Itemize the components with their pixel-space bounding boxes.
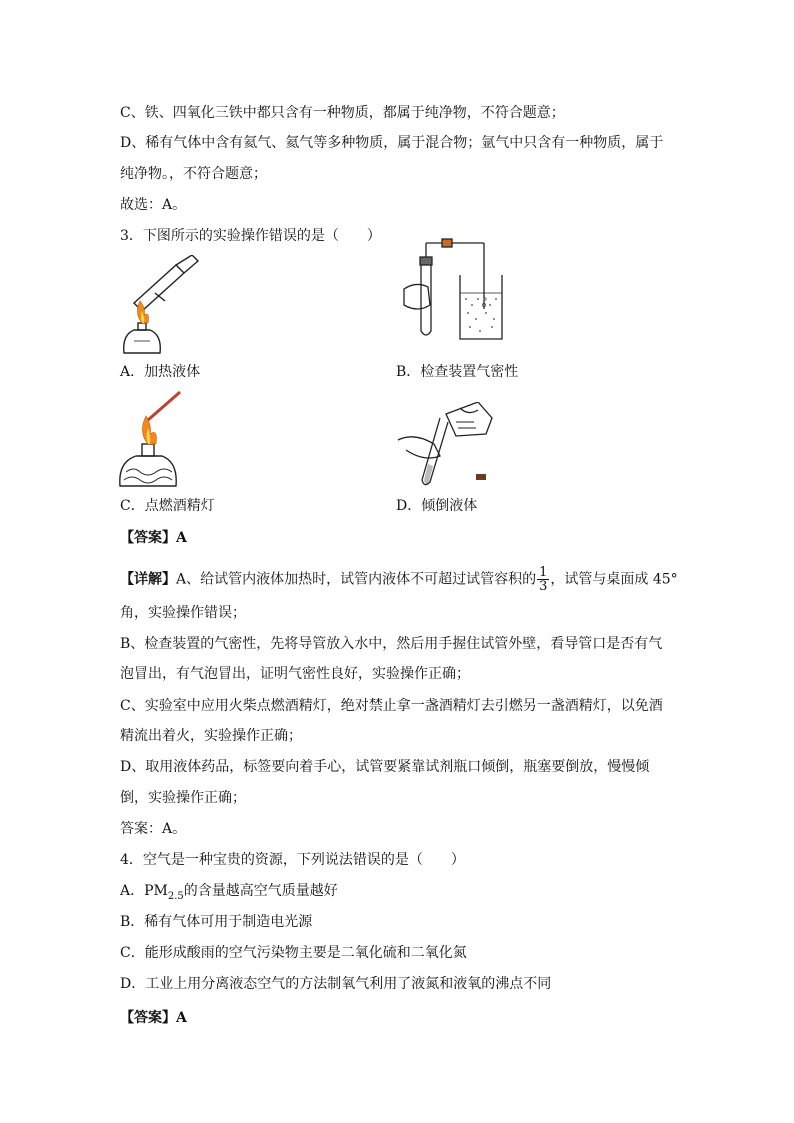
detail-a-part2: ，试管与桌面成 45° <box>550 571 678 588</box>
answer-3: 【答案】A <box>120 530 187 546</box>
question-4-option-b: B．稀有气体可用于制造电光源 <box>120 914 313 930</box>
detail-a-line1 <box>120 566 678 593</box>
detail-b-line2: 泡冒出，有气泡冒出，证明气密性良好，实验操作正确； <box>120 666 470 682</box>
detail-a-part1: A、给试管内液体加热时，试管内液体不可超过试管容积的 <box>176 571 537 588</box>
question-4-option-a <box>120 881 338 907</box>
question-4-stem: 4．空气是一种宝贵的资源，下列说法错误的是（ ） <box>120 852 465 868</box>
fraction-one-third <box>537 566 549 593</box>
detail-c-line2: 精流出着火，实验操作正确； <box>120 728 302 744</box>
question-4-option-d: D．工业上用分离液态空气的方法制氧气利用了液氮和液氧的沸点不同 <box>120 976 552 992</box>
conclusion-text: 故选：A。 <box>120 197 187 213</box>
detail-d-line1: D、取用液体药品，标签要向着手心，试管要紧靠试剂瓶口倾倒，瓶塞要倒放，慢慢倾 <box>120 759 650 775</box>
detail-b-line1: B、检查装置的气密性，先将导管放入水中，然后用手握住试管外壁，看导管口是否有气 <box>120 636 663 652</box>
option-a-sub: 2.5 <box>167 890 184 902</box>
fraction-numerator: 1 <box>539 565 548 580</box>
answer-4: 【答案】A <box>120 1010 187 1026</box>
option-c-text: C、铁、四氧化三铁中都只含有一种物质，都属于纯净物，不符合题意； <box>120 105 565 121</box>
detail-lead: 【详解】 <box>120 571 176 588</box>
caption-b: B．检查装置气密性 <box>396 364 519 380</box>
detail-conclusion: 答案：A。 <box>120 821 187 837</box>
detail-c-line1: C、实验室中应用火柴点燃酒精灯，绝对禁止拿一盏酒精灯去引燃另一盏酒精灯，以免酒 <box>120 698 663 714</box>
detail-d-line2: 倒，实验操作正确； <box>120 790 246 806</box>
detail-a-line2: 角，实验操作错误； <box>120 605 246 621</box>
question-4-option-c: C．能形成酸雨的空气污染物主要是二氧化硫和二氧化氮 <box>120 945 467 961</box>
heating-liquid-figure <box>120 255 200 355</box>
airtightness-check-figure <box>396 235 506 345</box>
option-a-pre: A．PM <box>120 883 168 899</box>
caption-c: C．点燃酒精灯 <box>120 498 215 514</box>
pouring-liquid-figure <box>396 402 496 490</box>
option-d-text-cont: 纯净物。，不符合题意； <box>120 166 267 182</box>
question-3-stem: 3．下图所示的实验操作错误的是（ ） <box>120 228 381 244</box>
lighting-lamp-figure <box>118 390 188 488</box>
option-a-post: 的含量越高空气质量越好 <box>183 883 338 899</box>
fraction-denominator: 3 <box>539 579 548 594</box>
caption-a: A．加热液体 <box>120 364 201 380</box>
caption-d: D．倾倒液体 <box>396 498 478 514</box>
option-d-text: D、稀有气体中含有氦气、氦气等多种物质，属于混合物；氩气中只含有一种物质，属于 <box>120 135 664 151</box>
